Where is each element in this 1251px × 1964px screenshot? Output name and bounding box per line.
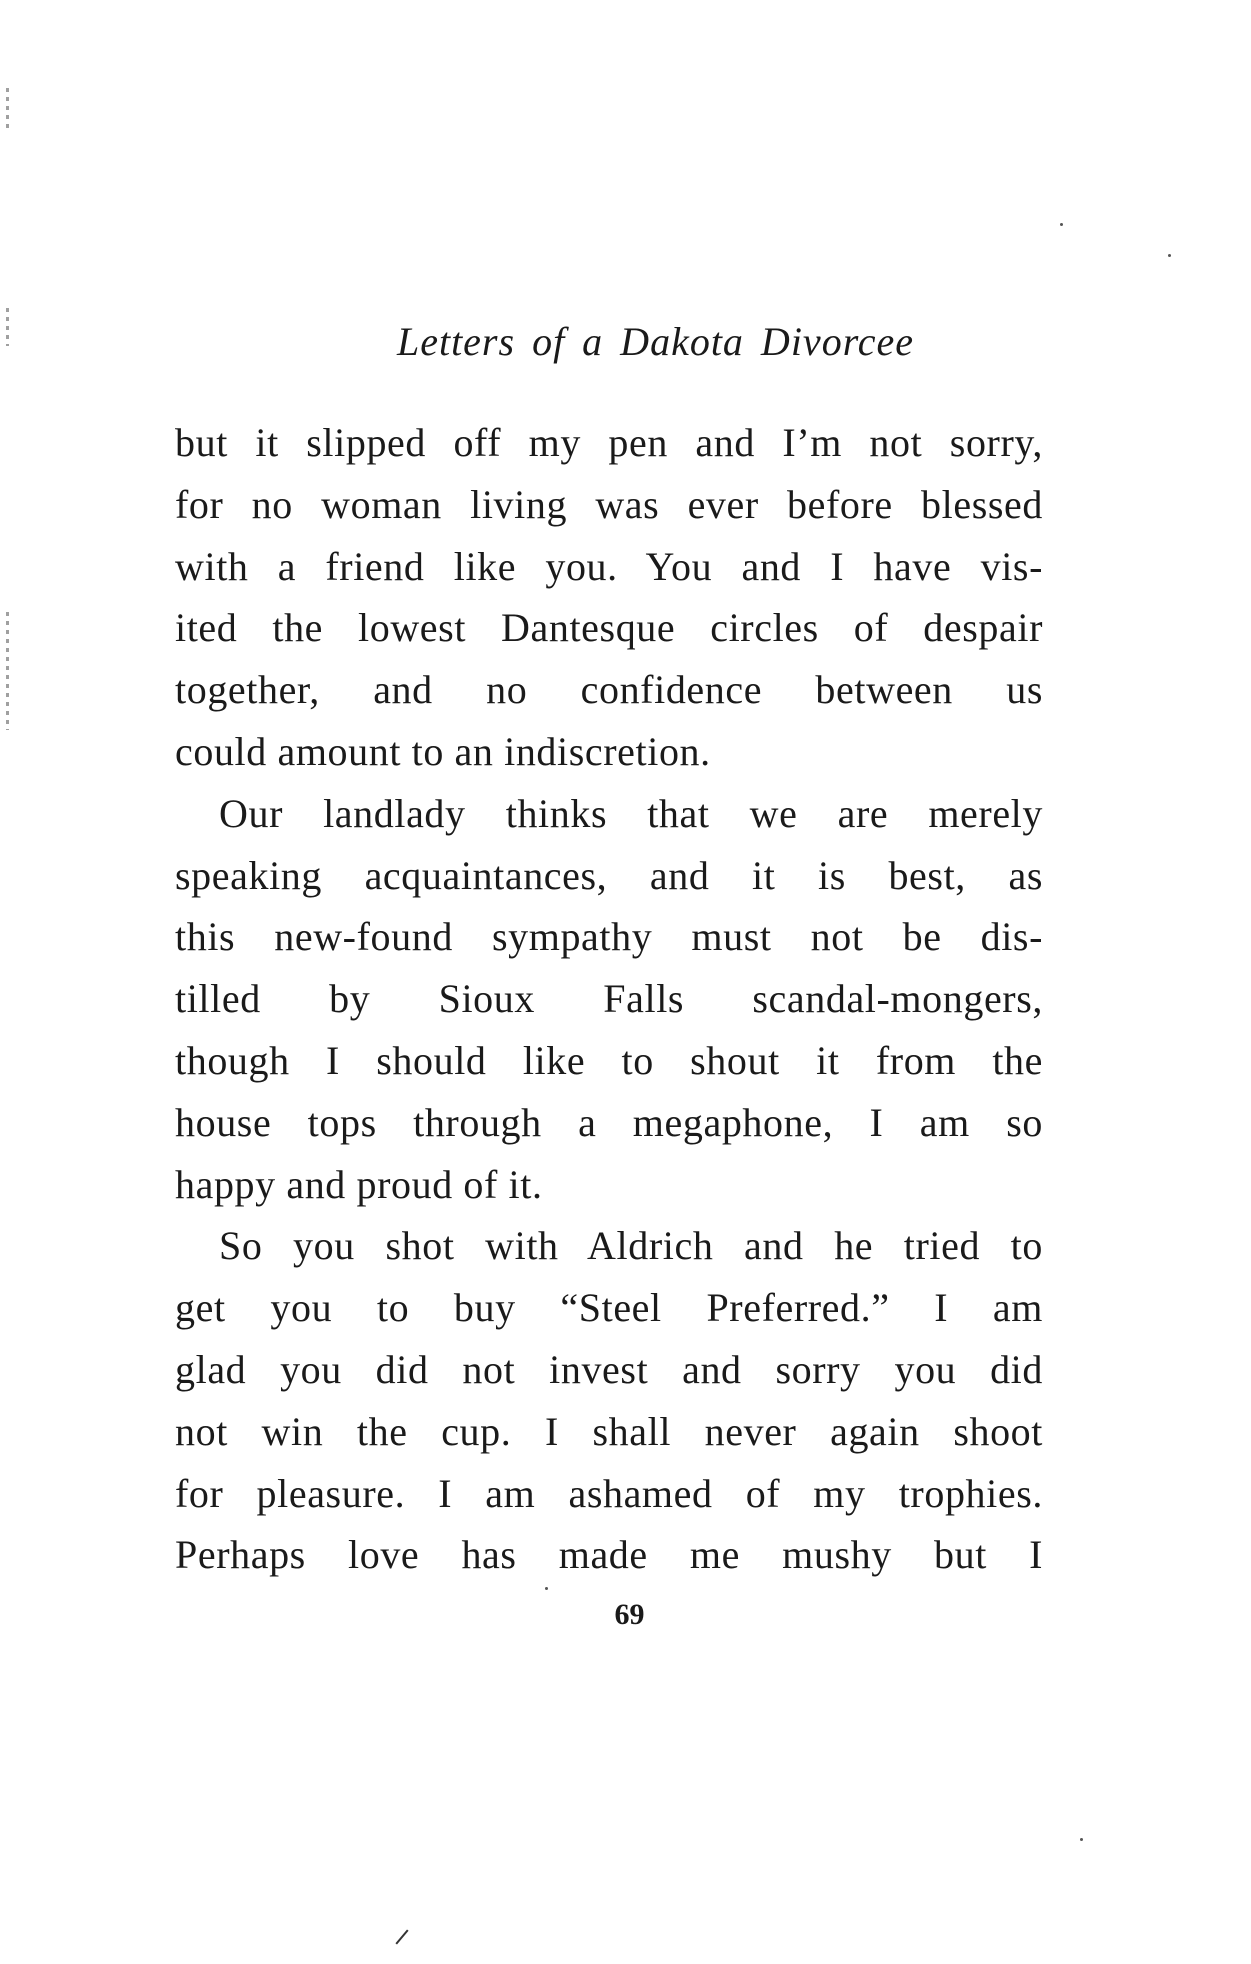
scan-speck (1060, 223, 1063, 226)
text-line: though I should like to shout it from the (175, 1037, 1043, 1083)
scan-edge-mark (6, 612, 9, 730)
text-line: but it slipped off my pen and I’m not sorry, (175, 420, 1043, 465)
running-head: Letters of a Dakota Divorcee (396, 319, 915, 364)
text-line: not win the cup. I shall never again shoot (175, 1408, 1043, 1454)
text-line: ited the lowest Dantesque circles of despair (175, 605, 1043, 651)
text-line: happy and proud of it. (175, 1161, 543, 1207)
text-line: could amount to an indiscretion. (175, 728, 711, 774)
text-line: with a friend like you. You and I have vis- (175, 543, 1043, 589)
scan-edge-mark (6, 308, 9, 346)
text-line: this new-found sympathy must not be dis- (175, 914, 1043, 960)
scan-speck (1168, 254, 1171, 257)
page-number: 69 (614, 1598, 645, 1631)
text-line: Perhaps love has made me mushy but I (175, 1532, 1043, 1578)
text-line: house tops through a megaphone, I am so (175, 1099, 1043, 1145)
text-line: get you to buy “Steel Preferred.” I am (175, 1285, 1043, 1331)
scan-speck (1080, 1838, 1083, 1841)
text-line: glad you did not invest and sorry you did (175, 1346, 1043, 1392)
scan-edge-mark (6, 88, 9, 128)
scan-slash-mark (395, 1929, 408, 1944)
text-line: tilled by Sioux Falls scandal-mongers, (175, 976, 1043, 1022)
text-line: for no woman living was ever before blessed (175, 481, 1043, 527)
text-line: for pleasure. I am ashamed of my trophies. (175, 1470, 1043, 1516)
scan-speck (545, 1587, 548, 1590)
text-line: together, and no confidence between us (175, 667, 1043, 713)
text-line: Our landlady thinks that we are merely (219, 790, 1043, 836)
text-line: speaking acquaintances, and it is best, as (175, 852, 1043, 898)
body-text (175, 412, 1043, 1586)
text-line: So you shot with Aldrich and he tried to (219, 1223, 1043, 1269)
